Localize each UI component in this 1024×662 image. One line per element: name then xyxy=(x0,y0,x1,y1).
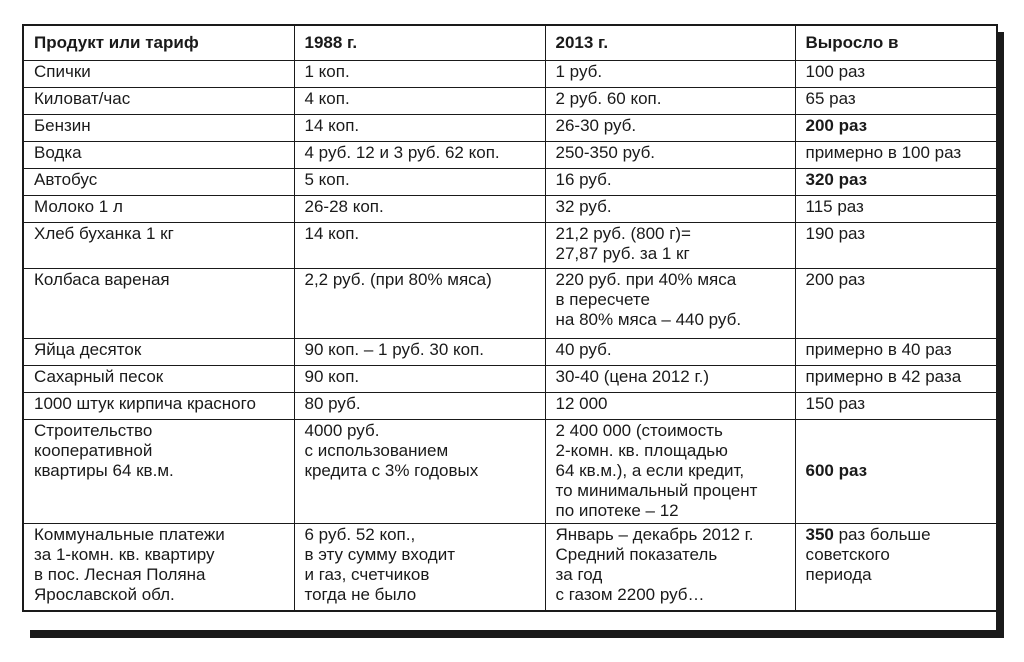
cell-1988: 90 коп. xyxy=(294,366,545,393)
cell-growth: 190 раз xyxy=(795,223,997,269)
cell-2013: 2 руб. 60 коп. xyxy=(545,88,795,115)
cell-1988: 4 коп. xyxy=(294,88,545,115)
cell-product: Яйца десяток xyxy=(23,339,294,366)
cell-growth: 115 раз xyxy=(795,196,997,223)
cell-1988: 4 руб. 12 и 3 руб. 62 коп. xyxy=(294,142,545,169)
cell-growth: 65 раз xyxy=(795,88,997,115)
cell-product: Хлеб буханка 1 кг xyxy=(23,223,294,269)
cell-growth: 200 раз xyxy=(795,269,997,339)
header-growth: Выросло в xyxy=(795,25,997,61)
cell-growth: 320 раз xyxy=(795,169,997,196)
cell-product: 1000 штук кирпича красного xyxy=(23,393,294,420)
cell-2013: 40 руб. xyxy=(545,339,795,366)
cell-2013: 220 руб. при 40% мяса в пересчете на 80% мяса – 440 руб. xyxy=(545,269,795,339)
cell-growth: 100 раз xyxy=(795,61,997,88)
cell-growth: 600 раз xyxy=(795,420,997,524)
cell-2013: 30-40 (цена 2012 г.) xyxy=(545,366,795,393)
table-row xyxy=(23,169,997,196)
cell-1988: 6 руб. 52 коп., в эту сумму входит и газ, счетчиков тогда не было xyxy=(294,524,545,612)
table-row xyxy=(23,393,997,420)
table-row xyxy=(23,61,997,88)
cell-1988: 14 коп. xyxy=(294,115,545,142)
table-row xyxy=(23,223,997,269)
cell-product: Автобус xyxy=(23,169,294,196)
table-row xyxy=(23,524,997,612)
cell-2013: 32 руб. xyxy=(545,196,795,223)
table-row xyxy=(23,420,997,524)
table-row xyxy=(23,88,997,115)
header-product: Продукт или тариф xyxy=(23,25,294,61)
cell-product: Колбаса вареная xyxy=(23,269,294,339)
cell-growth xyxy=(795,524,997,612)
header-2013: 2013 г. xyxy=(545,25,795,61)
cell-1988: 14 коп. xyxy=(294,223,545,269)
cell-2013: 250-350 руб. xyxy=(545,142,795,169)
table-row xyxy=(23,115,997,142)
cell-1988: 4000 руб. с использованием кредита с 3% годовых xyxy=(294,420,545,524)
cell-1988: 1 коп. xyxy=(294,61,545,88)
price-comparison-table xyxy=(22,24,998,612)
cell-2013: 16 руб. xyxy=(545,169,795,196)
table-row xyxy=(23,196,997,223)
cell-growth: 150 раз xyxy=(795,393,997,420)
table-row xyxy=(23,366,997,393)
cell-product: Строительство кооперативной квартиры 64 кв.м. xyxy=(23,420,294,524)
cell-1988: 5 коп. xyxy=(294,169,545,196)
cell-product: Спички xyxy=(23,61,294,88)
table-row xyxy=(23,142,997,169)
cell-2013: 2 400 000 (стоимость 2-комн. кв. площадью 64 кв.м.), а если кредит, то минимальный процент по ипотеке – 12 xyxy=(545,420,795,524)
cell-product: Киловат/час xyxy=(23,88,294,115)
cell-2013: 26-30 руб. xyxy=(545,115,795,142)
cell-product: Молоко 1 л xyxy=(23,196,294,223)
header-1988: 1988 г. xyxy=(294,25,545,61)
table-header-row xyxy=(23,25,997,61)
growth-bold-number: 350 xyxy=(805,525,834,544)
cell-1988: 26-28 коп. xyxy=(294,196,545,223)
cell-growth: 200 раз xyxy=(795,115,997,142)
cell-2013: 21,2 руб. (800 г)= 27,87 руб. за 1 кг xyxy=(545,223,795,269)
table-row xyxy=(23,269,997,339)
cell-growth: примерно в 40 раз xyxy=(795,339,997,366)
cell-2013: 12 000 xyxy=(545,393,795,420)
table-row xyxy=(23,339,997,366)
cell-1988: 80 руб. xyxy=(294,393,545,420)
cell-product: Бензин xyxy=(23,115,294,142)
cell-product: Сахарный песок xyxy=(23,366,294,393)
cell-growth: примерно в 100 раз xyxy=(795,142,997,169)
price-comparison-frame xyxy=(22,24,996,630)
cell-1988: 2,2 руб. (при 80% мяса) xyxy=(294,269,545,339)
cell-2013: 1 руб. xyxy=(545,61,795,88)
cell-product: Водка xyxy=(23,142,294,169)
cell-2013: Январь – декабрь 2012 г. Средний показатель за год с газом 2200 руб… xyxy=(545,524,795,612)
growth-rest-text: раз больше советского периода xyxy=(805,525,931,584)
cell-1988: 90 коп. – 1 руб. 30 коп. xyxy=(294,339,545,366)
cell-product: Коммунальные платежи за 1-комн. кв. квартиру в пос. Лесная Поляна Ярославской обл. xyxy=(23,524,294,612)
cell-growth: примерно в 42 раза xyxy=(795,366,997,393)
